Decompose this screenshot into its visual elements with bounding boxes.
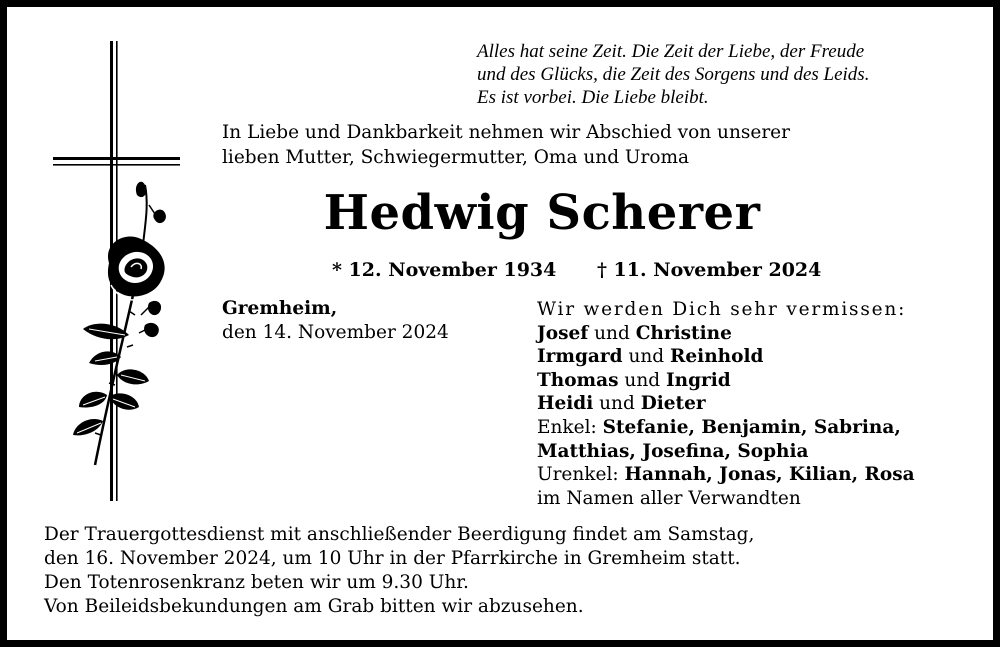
mourner-name: Dieter [640,393,706,415]
service-information [44,523,754,619]
joiner: und [622,346,671,368]
great-grandchildren-label: Urenkel: [537,464,625,486]
joiner: und [618,369,666,391]
joiner: und [593,393,641,415]
great-grandchildren-names: Hannah, Jonas, Kilian, Rosa [624,464,915,486]
place-and-date [222,297,449,345]
service-line: den 16. November 2024, um 10 Uhr in der Pfarrkirche in Gremheim statt. [44,548,741,569]
mourner-name: Reinhold [670,346,764,368]
motto-line: Es ist vorbei. Die Liebe bleibt. [477,87,709,108]
joiner: und [588,322,636,344]
mourners-closing: im Namen aller Verwandten [537,487,801,509]
mourner-couple [537,345,915,369]
birth-date: * 12. November 1934 [332,259,557,281]
service-line: Von Beileidsbekundungen am Grab bitten wir abzusehen. [44,596,584,617]
motto-line: Alles hat seine Zeit. Die Zeit der Liebe, der Freude [477,41,865,62]
mourner-name: Heidi [537,393,594,415]
grandchildren-names: Stefanie, Benjamin, Sabrina, [602,416,901,438]
intro-text [222,120,790,170]
mourner-couple [537,322,915,346]
intro-line: lieben Mutter, Schwiegermutter, Oma und Uroma [222,147,690,168]
great-grandchildren-line [537,463,915,487]
deceased-name: Hedwig Scherer [323,185,761,241]
mourner-couple [537,392,915,416]
grandchildren-line [537,416,915,440]
mourners-list [537,298,915,510]
intro-line: In Liebe und Dankbarkeit nehmen wir Abschied von unserer [222,122,790,143]
place-name: Gremheim, [222,298,338,319]
service-line: Der Trauergottesdienst mit anschließender Beerdigung findet am Samstag, [44,524,755,545]
motto-line: und des Glücks, die Zeit des Sorgens und des Leids. [477,64,870,85]
mourner-name: Thomas [537,369,619,391]
mourner-name: Christine [635,322,732,344]
grandchildren-label: Enkel: [537,416,603,438]
cross-with-rose-icon [45,35,180,505]
mourner-name: Josef [537,322,589,344]
mourner-name: Ingrid [665,369,731,391]
mourner-couple [537,369,915,393]
notice-date: den 14. November 2024 [222,322,449,343]
service-line: Den Totenrosenkranz beten wir um 9.30 Uhr. [44,572,469,593]
motto-verse [477,40,987,109]
mourners-heading: Wir werden Dich sehr vermissen: [537,299,907,320]
mourner-name: Irmgard [537,346,623,368]
death-date: † 11. November 2024 [597,259,822,281]
grandchildren-names-continued: Matthias, Josefina, Sophia [537,440,809,462]
